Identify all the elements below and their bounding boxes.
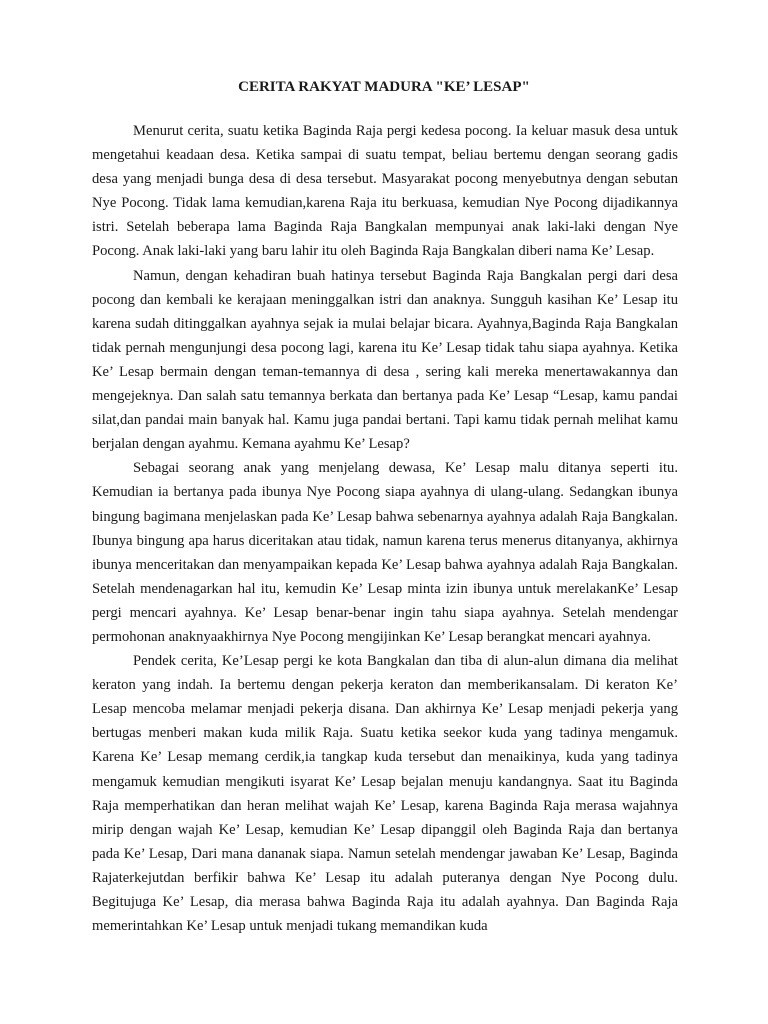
paragraph-2: Namun, dengan kehadiran buah hatinya tersebut Baginda Raja Bangkalan pergi dari desa pocong dan kembali ke kerajaan meninggalkan istri dan anaknya. Sungguh kasihan Ke’ Lesap itu karena sudah ditinggalkan ayahnya sejak ia mulai belajar bicara. Ayahnya,Baginda Raja Bangkalan tidak pernah mengunjungi desa pocong lagi, karena itu Ke’ Lesap tidak tahu siapa ayahnya. Ketika Ke’ Lesap bermain dengan teman-temannya di desa , sering kali mereka menertawakannya dan mengejeknya. Dan salah satu temannya berkata dan bertanya pada Ke’ Lesap “Lesap, kamu pandai silat,dan pandai main banyak hal. Kamu juga pandai bertani. Tapi kamu tidak pernah melihat kamu berjalan dengan ayahmu. Kemana ayahmu Ke’ Lesap?	[92, 267, 678, 453]
paragraph-4: Pendek cerita, Ke’Lesap pergi ke kota Bangkalan dan tiba di alun-alun dimana dia melihat keraton yang indah. Ia bertemu dengan pekerja keraton dan memberikansalam. Di keraton Ke’ Lesap mencoba melamar menjadi pekerja disana. Dan akhirnya Ke’ Lesap menjadi pekerja yang bertugas menberi makan kuda milik Raja. Suatu ketika seekor kuda yang tadinya mengamuk. Karena Ke’ Lesap memang cerdik,ia tangkap kuda tersebut dan menaikinya, kuda yang tadinya mengamuk kemudian mengikuti isyarat Ke’ Lesap bejalan menuju kandangnya. Saat itu Baginda Raja memperhatikan dan heran melihat wajah Ke’ Lesap, karena Baginda Raja merasa wajahnya mirip dengan wajah Ke’ Lesap, kemudian Ke’ Lesap dipanggil oleh Baginda Raja dan bertanya pada Ke’ Lesap, Dari mana dananak siapa. Namun setelah mendengar jawaban Ke’ Lesap, Baginda Rajaterkejutdan berfikir bahwa Ke’ Lesap itu adalah puteranya dengan Nye Pocong dulu. Begitujuga Ke’ Lesap, dia merasa bahwa Baginda Raja itu adalah ayahnya. Dan Baginda Raja memerintahkan Ke’ Lesap untuk menjadi tukang memandikan kuda	[92, 653, 678, 935]
paragraph-3: Sebagai seorang anak yang menjelang dewasa, Ke’ Lesap malu ditanya seperti itu. Kemudian ia bertanya pada ibunya Nye Pocong siapa ayahnya di ulang-ulang. Sedangkan ibunya bingung bagimana menjelaskan pada Ke’ Lesap bahwa sebenarnya ayahnya adalah Raja Bangkalan. Ibunya bingung apa harus diceritakan atau tidak, namun karena terus menerus ditanyanya, akhirnya ibunya menceritakan dan menyampaikan kepada Ke’ Lesap bahwa ayahnya adalah Raja Bangkalan. Setelah mendenagarkan hal itu, kemudin Ke’ Lesap minta izin ibunya untuk merelakanKe’ Lesap pergi mencari ayahnya. Ke’ Lesap benar-benar ingin tahu siapa ayahnya. Setelah mendengar permohonan anaknyaakhirnya Nye Pocong mengijinkan Ke’ Lesap berangkat mencari ayahnya.	[92, 460, 678, 645]
document-title: CERITA RAKYAT MADURA "KE’ LESAP"	[238, 79, 530, 95]
document-body	[92, 119, 678, 938]
paragraph-1: Menurut cerita, suatu ketika Baginda Raja pergi kedesa pocong. Ia keluar masuk desa untuk mengetahui keadaan desa. Ketika sampai di suatu tempat, beliau bertemu dengan seorang gadis desa yang menjadi bunga desa di desa tersebut. Masyarakat pocong menyebutnya dengan sebutan Nye Pocong. Tidak lama kemudian,karena Raja itu berkuasa, kemudian Nye Pocong dijadikannya istri. Setelah beberapa lama Baginda Raja Bangkalan mempunyai anak laki-laki dengan Nye Pocong. Anak laki-laki yang baru lahir itu oleh Baginda Raja Bangkalan diberi nama Ke’ Lesap.	[92, 123, 678, 260]
